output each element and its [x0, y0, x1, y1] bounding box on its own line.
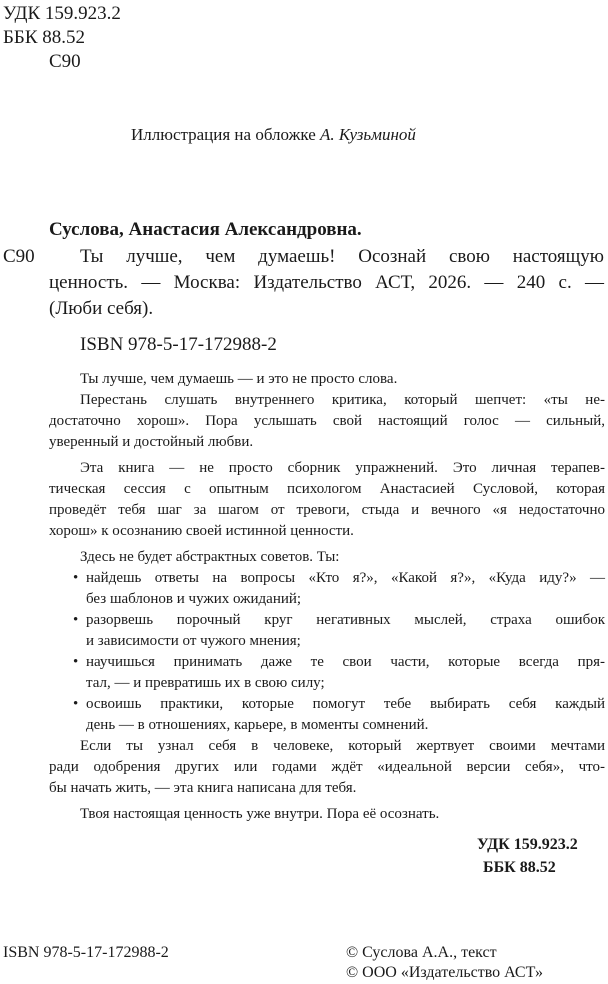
annotation-line: Здесь не будет абстрактных советов. Ты: [80, 549, 340, 565]
annotation-line: ради одобрения других или годами ждёт «идеальной версии себя», что- [49, 759, 605, 775]
biblio-line-1: Ты лучше, чем думаешь! Осознай свою настоящую [80, 246, 604, 267]
annotation-line: бы начать жить, — эта книга написана для тебя. [49, 780, 357, 796]
annotation-line: Перестань слушать внутреннего критика, который шепчет: «ты не- [80, 392, 605, 408]
copyright-author: © Суслова А.А., текст [346, 944, 497, 961]
copyright-publisher: © ООО «Издательство АСТ» [346, 964, 543, 981]
annotation-line: хорош» к осознанию своей истинной ценности. [49, 523, 354, 539]
bullet-icon: • [73, 654, 79, 670]
annotation-line: Твоя настоящая ценность уже внутри. Пора её осознать. [80, 806, 440, 822]
annotation-line: уверенный и достойный любви. [49, 434, 254, 450]
bbk-code-bottom: ББК 88.52 [483, 859, 556, 876]
illustration-prefix: Иллюстрация на обложке [131, 125, 316, 144]
bullet-item: разорвешь порочный круг негативных мыслей, страха ошибок [86, 612, 605, 628]
bullet-icon: • [73, 696, 79, 712]
biblio-line-2: ценность. — Москва: Издательство АСТ, 2026. — 240 с. — [49, 272, 604, 293]
annotation-line: Ты лучше, чем думаешь — и это не просто слова. [80, 371, 398, 387]
annotation-line: тическая сессия с опытным психологом Анастасией Сусловой, которая [49, 481, 605, 497]
annotation-line: Если ты узнал себя в человеке, который жертвует своими мечтами [80, 738, 605, 754]
illustration-credit [131, 124, 416, 146]
bullet-item: научишься принимать даже те свои части, которые всегда пря- [86, 654, 605, 670]
annotation-line: Эта книга — не просто сборник упражнений. Это личная терапев- [80, 460, 605, 476]
author-mark: С90 [49, 51, 81, 72]
catalog-mark: С90 [3, 246, 35, 267]
bullet-item: освоишь практики, которые помогут тебе выбирать себя каждый [86, 696, 605, 712]
bullet-item-cont: без шаблонов и чужих ожиданий; [86, 591, 302, 607]
annotation-line: проведёт тебя шаг за шагом от тревоги, стыда и вечного «я недостаточно [49, 502, 605, 518]
bullet-icon: • [73, 612, 79, 628]
udk-code: УДК 159.923.2 [3, 3, 121, 24]
bbk-code: ББК 88.52 [3, 27, 85, 48]
bullet-item-cont: и зависимости от чужого мнения; [86, 633, 301, 649]
illustration-artist: А. Кузьминой [320, 125, 416, 144]
bullet-item-cont: день — в отношениях, карьере, в моменты сомнений. [86, 717, 429, 733]
biblio-line-3: (Люби себя). [49, 298, 154, 319]
bullet-item-cont: тал, — и превратишь их в свою силу; [86, 675, 325, 691]
isbn-main: ISBN 978-5-17-172988-2 [80, 334, 277, 355]
bullet-icon: • [73, 570, 79, 586]
author-heading: Суслова, Анастасия Александровна. [49, 219, 362, 240]
isbn-footer: ISBN 978-5-17-172988-2 [3, 944, 169, 961]
annotation-line: достаточно хорош». Пора услышать свой настоящий голос — сильный, [49, 413, 605, 429]
udk-code-bottom: УДК 159.923.2 [477, 836, 578, 853]
bullet-item: найдешь ответы на вопросы «Кто я?», «Какой я?», «Куда иду?» — [86, 570, 605, 586]
